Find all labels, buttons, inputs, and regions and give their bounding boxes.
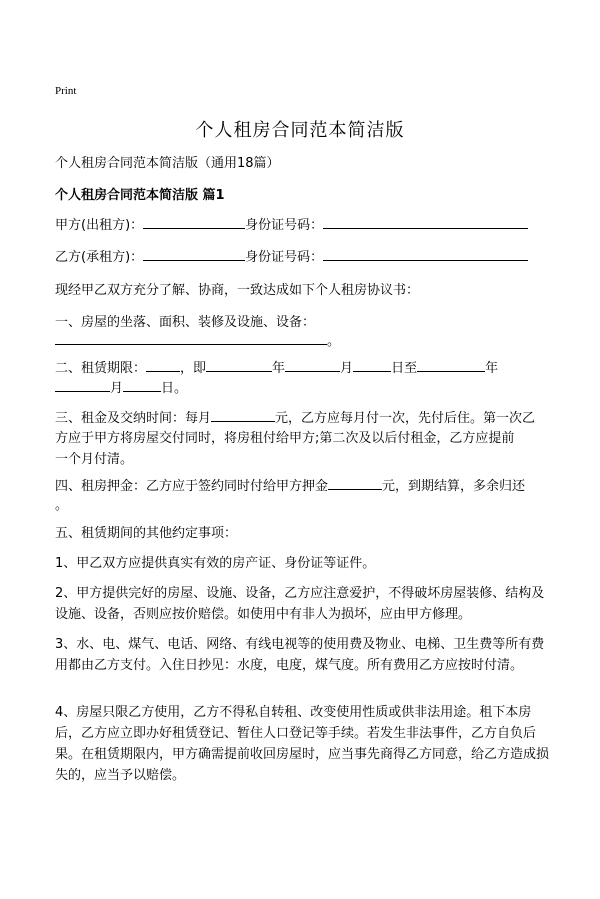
start-day-to: 日至 bbox=[391, 361, 418, 376]
clause5-item4: 4、房屋只限乙方使用，乙方不得私自转租、改变使用性质或供非法用途。租下本房后，乙方应立即办好租赁登记、暂住人口登记等手续。若发生非法事件，乙方自负后果。在租赁期限内，甲方确需提前收回房屋时，应当事先商得乙方同意，给乙方造成损失的，应当予以赔偿。 bbox=[55, 705, 550, 783]
clause5-heading: 五、租赁期间的其他约定事项： bbox=[55, 526, 238, 541]
clause3-rest: 元，乙方应每月付一次，先付后住。第一次乙 bbox=[275, 411, 536, 426]
start-year-blank bbox=[206, 357, 272, 372]
party-a-label: 甲方(出租方)： bbox=[55, 218, 144, 233]
deposit-blank bbox=[328, 475, 382, 490]
clause2-label: 二、租赁期限： bbox=[55, 361, 147, 376]
clause3-line2: 方应于甲方将房屋交付同时，将房租付给甲方;第二次及以后付租金，乙方应提前 bbox=[55, 431, 515, 446]
clause4-start: 四、租房押金：乙方应于签约同时付给甲方押金 bbox=[55, 479, 329, 494]
party-b-id-label: 身份证号码： bbox=[245, 250, 324, 265]
clause5-item3: 3、水、电、煤气、电话、网络、有线电视等的使用费及物业、电梯、卫生费等所有费用都由乙方支付。入住日抄见：水度，电度，煤气度。所有费用乙方应按时付清。 bbox=[55, 637, 545, 673]
start-day-blank bbox=[353, 357, 391, 372]
party-b-label: 乙方(承租方)： bbox=[55, 250, 144, 265]
clause5-item1: 1、甲乙双方应提供真实有效的房产证、身份证等证件。 bbox=[55, 556, 376, 571]
clause4-line1 bbox=[55, 475, 525, 497]
end-day-blank bbox=[123, 377, 161, 392]
document-title: 个人租房合同范本简洁版 bbox=[195, 120, 405, 141]
start-month-unit: 月 bbox=[340, 361, 354, 376]
end-month-unit: 月 bbox=[110, 381, 124, 396]
clause5-item2: 2、甲方提供完好的房屋、设施、设备，乙方应注意爱护，不得破坏房屋装修、结构及设施、设备，否则应按价赔偿。如使用中有非人为损坏，应由甲方修理。 bbox=[55, 586, 545, 622]
clause3-line1 bbox=[55, 407, 535, 429]
end-month-blank bbox=[55, 377, 110, 392]
clause1-period: 。 bbox=[327, 334, 341, 349]
start-year-unit: 年 bbox=[272, 361, 286, 376]
end-day-unit: 日。 bbox=[161, 381, 188, 396]
party-a-id-blank bbox=[323, 214, 528, 229]
party-b-id-blank bbox=[323, 246, 528, 261]
section-heading: 个人租房合同范本简洁版 篇1 bbox=[55, 188, 225, 203]
end-year-blank bbox=[417, 357, 485, 372]
document-subtitle: 个人租房合同范本简洁版（通用18篇） bbox=[55, 156, 280, 171]
clause3-start: 三、租金及交纳时间：每月 bbox=[55, 411, 212, 426]
clause4-rest: 元，到期结算，多余归还 bbox=[382, 479, 526, 494]
party-b-line bbox=[55, 246, 528, 268]
clause1-blank bbox=[55, 330, 327, 345]
lease-term-blank bbox=[146, 357, 180, 372]
clause2-line1 bbox=[55, 357, 498, 379]
clause1-label: 一、房屋的坐落、面积、装修及设施、设备： bbox=[55, 315, 316, 330]
clause4-line2: 。 bbox=[55, 498, 69, 513]
party-a-id-label: 身份证号码： bbox=[245, 218, 324, 233]
end-year-unit: 年 bbox=[485, 361, 499, 376]
clause2-line2 bbox=[55, 377, 187, 399]
clause3-line3: 一个月付清。 bbox=[55, 452, 134, 467]
party-a-name-blank bbox=[143, 214, 245, 229]
party-a-line bbox=[55, 214, 528, 236]
clause2-ji: ，即 bbox=[180, 361, 207, 376]
monthly-rent-blank bbox=[211, 407, 275, 422]
start-month-blank bbox=[285, 357, 340, 372]
intro-text: 现经甲乙双方充分了解、协商，一致达成如下个人租房协议书： bbox=[55, 283, 420, 298]
clause1-fill-line bbox=[55, 330, 340, 352]
party-b-name-blank bbox=[143, 246, 245, 261]
print-label: Print bbox=[55, 85, 77, 97]
